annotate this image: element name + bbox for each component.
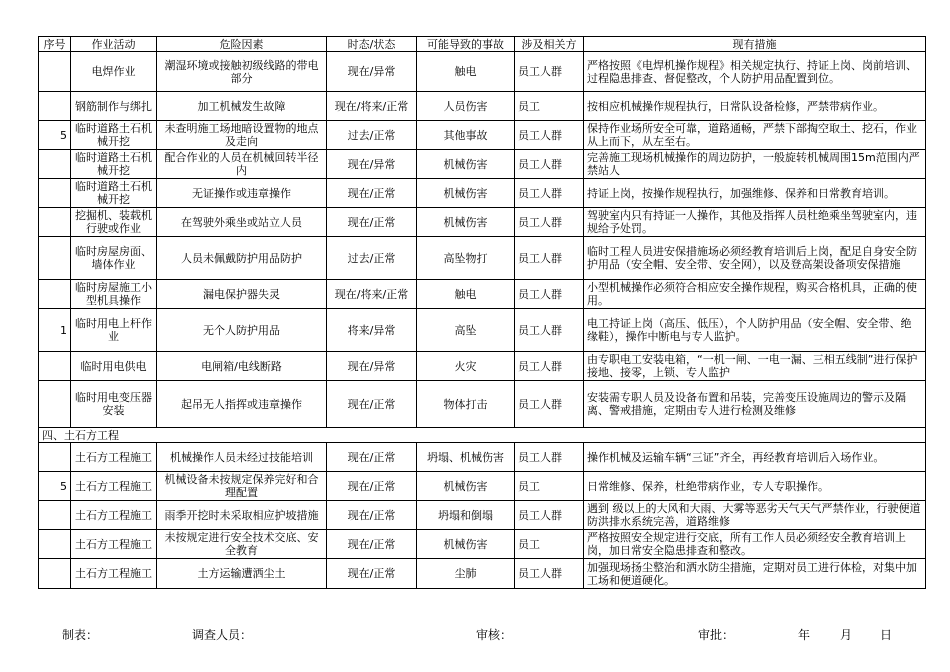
cell-no [39,150,71,179]
cell-measure: 安装需专职人员及设备布置和吊装，完善变压设施周边的警示及隔离、警戒措施，定期由专人进行检测及维修 [584,381,926,428]
header-hazard: 危险因素 [157,37,327,52]
cell-accident: 机械伤害 [417,472,515,501]
table-row [39,530,926,559]
cell-measure: 小型机械操作必须符合相应安全操作规程，购买合格机具，正确的使用。 [584,280,926,309]
cell-hazard: 无个人防护用品 [157,309,327,352]
header-activity: 作业活动 [71,37,157,52]
cell-hazard: 电闸箱/电线断路 [157,352,327,381]
cell-hazard: 加工机械发生故障 [157,92,327,121]
cell-activity: 临时房屋施工小型机具操作 [71,280,157,309]
risk-table-sheet [38,36,925,589]
table-row [39,280,926,309]
footer-approver: 审批： [698,628,735,642]
cell-accident: 高坠 [417,309,515,352]
cell-state: 现在/将来/正常 [327,92,417,121]
cell-state: 过去/正常 [327,237,417,280]
cell-no [39,237,71,280]
table-row [39,501,926,530]
signature-footer [0,626,950,644]
cell-activity: 电焊作业 [71,52,157,92]
cell-no [39,280,71,309]
section-row [39,428,926,443]
cell-no: 1 [39,309,71,352]
cell-hazard: 人员未佩戴防护用品防护 [157,237,327,280]
cell-accident: 尘肺 [417,559,515,589]
cell-state: 现在/异常 [327,150,417,179]
cell-hazard: 未查明施工场地暗设置物的地点及走向 [157,121,327,150]
cell-measure: 持证上岗，按操作规程执行，加强维修、保养和日常教育培训。 [584,179,926,208]
cell-accident: 机械伤害 [417,179,515,208]
cell-state: 现在/正常 [327,501,417,530]
cell-party: 员工人群 [515,179,584,208]
cell-measure: 严格按照《电焊机操作规程》相关规定执行、持证上岗、岗前培训、过程隐患排查、督促整改，个人防护用品配置到位。 [584,52,926,92]
cell-party: 员工人群 [515,121,584,150]
cell-accident: 机械伤害 [417,208,515,237]
cell-hazard: 潮湿环境或接触初级线路的带电部分 [157,52,327,92]
cell-state: 现在/正常 [327,530,417,559]
cell-no [39,208,71,237]
footer-month: 月 [840,628,853,642]
table-row [39,443,926,472]
table-row [39,237,926,280]
cell-no [39,352,71,381]
cell-activity: 临时道路土石机械开挖 [71,150,157,179]
cell-hazard: 起吊无人指挥或违章操作 [157,381,327,428]
cell-party: 员工 [515,530,584,559]
cell-state: 现在/正常 [327,559,417,589]
cell-party: 员工人群 [515,237,584,280]
cell-measure: 电工持证上岗（高压、低压），个人防护用品（安全帽、安全带、绝缘鞋），操作中断电与专人监护。 [584,309,926,352]
cell-party: 员工人群 [515,52,584,92]
cell-activity: 临时道路土石机械开挖 [71,121,157,150]
cell-hazard: 在驾驶外乘坐或站立人员 [157,208,327,237]
cell-state: 现在/正常 [327,381,417,428]
cell-hazard: 配合作业的人员在机械回转半径内 [157,150,327,179]
cell-party: 员工人群 [515,559,584,589]
cell-party: 员工 [515,92,584,121]
cell-state: 将来/异常 [327,309,417,352]
table-row [39,309,926,352]
cell-activity: 临时用电供电 [71,352,157,381]
cell-state: 现在/将来/正常 [327,280,417,309]
cell-state: 现在/正常 [327,179,417,208]
cell-activity: 土石方工程施工 [71,501,157,530]
table-row [39,179,926,208]
header-state: 时态/状态 [327,37,417,52]
cell-no [39,530,71,559]
cell-measure: 遇到 级以上的大风和大雨、大雾等恶劣天气天气严禁作业，行驶便道防洪排水系统完善，道路维修 [584,501,926,530]
cell-accident: 触电 [417,52,515,92]
cell-party: 员工人群 [515,150,584,179]
footer-day: 日 [880,628,893,642]
cell-accident: 火灾 [417,352,515,381]
table-row [39,352,926,381]
cell-party: 员工人群 [515,280,584,309]
cell-no [39,381,71,428]
cell-accident: 人员伤害 [417,92,515,121]
cell-measure: 由专职电工安装电箱，“一机一闸、一电一漏、三相五线制”进行保护接地、接零，上锁、专人监护 [584,352,926,381]
cell-no [39,52,71,92]
header-party: 涉及相关方 [515,37,584,52]
cell-party: 员工人群 [515,381,584,428]
cell-measure: 按相应机械操作规程执行，日常队设备检修，严禁带病作业。 [584,92,926,121]
cell-activity: 土石方工程施工 [71,559,157,589]
cell-party: 员工人群 [515,501,584,530]
footer-investigator: 调查人员： [192,628,253,642]
cell-measure: 完善施工现场机械操作的周边防护，一般旋转机械周围15m范围内严禁站人 [584,150,926,179]
cell-no [39,443,71,472]
table-row [39,52,926,92]
cell-measure: 驾驶室内只有持证一人操作，其他及指挥人员杜绝乘坐驾驶室内，违规给予处罚。 [584,208,926,237]
cell-hazard: 未按规定进行安全技术交底、安全教育 [157,530,327,559]
cell-accident: 坍塌和倒塌 [417,501,515,530]
cell-activity: 挖掘机、装载机行驶或作业 [71,208,157,237]
header-no: 序号 [39,37,71,52]
cell-accident: 物体打击 [417,381,515,428]
footer-reviewer: 审核： [476,628,513,642]
cell-state: 现在/异常 [327,352,417,381]
section-title: 四、土石方工程 [39,428,926,443]
cell-state: 现在/异常 [327,52,417,92]
table-row [39,208,926,237]
table-row [39,472,926,501]
cell-no: 5 [39,121,71,150]
cell-accident: 机械伤害 [417,530,515,559]
cell-measure: 保持作业场所安全可靠，道路通畅，严禁下部掏空取土、挖石，作业从上而下，从左至右。 [584,121,926,150]
cell-activity: 土石方工程施工 [71,472,157,501]
cell-no [39,559,71,589]
cell-accident: 高坠物打 [417,237,515,280]
cell-hazard: 无证操作或违章操作 [157,179,327,208]
table-row [39,381,926,428]
header-row [39,37,926,52]
table-row [39,92,926,121]
cell-hazard: 机械操作人员未经过技能培训 [157,443,327,472]
cell-hazard: 土方运输遭洒尘土 [157,559,327,589]
cell-hazard: 机械设备未按规定保养完好和合理配置 [157,472,327,501]
cell-no [39,501,71,530]
cell-accident: 坍塌、机械伤害 [417,443,515,472]
cell-accident: 触电 [417,280,515,309]
cell-activity: 钢筋制作与绑扎 [71,92,157,121]
cell-measure: 临时工程人员进安保措施场必须经教育培训后上岗，配足自身安全防护用品（安全帽、安全带、安全网），以及登高架设备项安保措施 [584,237,926,280]
cell-measure: 日常维修、保养，杜绝带病作业，专人专职操作。 [584,472,926,501]
cell-state: 现在/正常 [327,208,417,237]
cell-accident: 机械伤害 [417,150,515,179]
cell-state: 现在/正常 [327,443,417,472]
cell-activity: 临时房屋房面、墙体作业 [71,237,157,280]
table-row [39,150,926,179]
cell-activity: 临时用电上杆作业 [71,309,157,352]
cell-measure: 操作机械及运输车辆“三证”齐全，再经教育培训后入场作业。 [584,443,926,472]
cell-no [39,92,71,121]
cell-accident: 其他事故 [417,121,515,150]
cell-activity: 土石方工程施工 [71,443,157,472]
cell-party: 员工 [515,472,584,501]
cell-party: 员工人群 [515,208,584,237]
header-measure: 现有措施 [584,37,926,52]
cell-no: 5 [39,472,71,501]
cell-party: 员工人群 [515,443,584,472]
cell-hazard: 漏电保护器失灵 [157,280,327,309]
footer-year: 年 [798,628,811,642]
cell-party: 员工人群 [515,352,584,381]
cell-activity: 土石方工程施工 [71,530,157,559]
cell-activity: 临时道路土石机械开挖 [71,179,157,208]
table-row [39,121,926,150]
cell-no [39,179,71,208]
header-accident: 可能导致的事故 [417,37,515,52]
cell-measure: 严格按照安全规定进行交底，所有工作人员必须经安全教育培训上岗，加日常安全隐患排查和整改。 [584,530,926,559]
table-row [39,559,926,589]
cell-measure: 加强现场扬尘整治和洒水防尘措施，定期对员工进行体检，对集中加工场和便道硬化。 [584,559,926,589]
cell-activity: 临时用电变压器安装 [71,381,157,428]
cell-party: 员工人群 [515,309,584,352]
footer-maker: 制表： [62,628,99,642]
hazard-table [38,36,926,589]
cell-state: 过去/正常 [327,121,417,150]
cell-state: 现在/正常 [327,472,417,501]
cell-hazard: 雨季开挖时未采取相应护坡措施 [157,501,327,530]
